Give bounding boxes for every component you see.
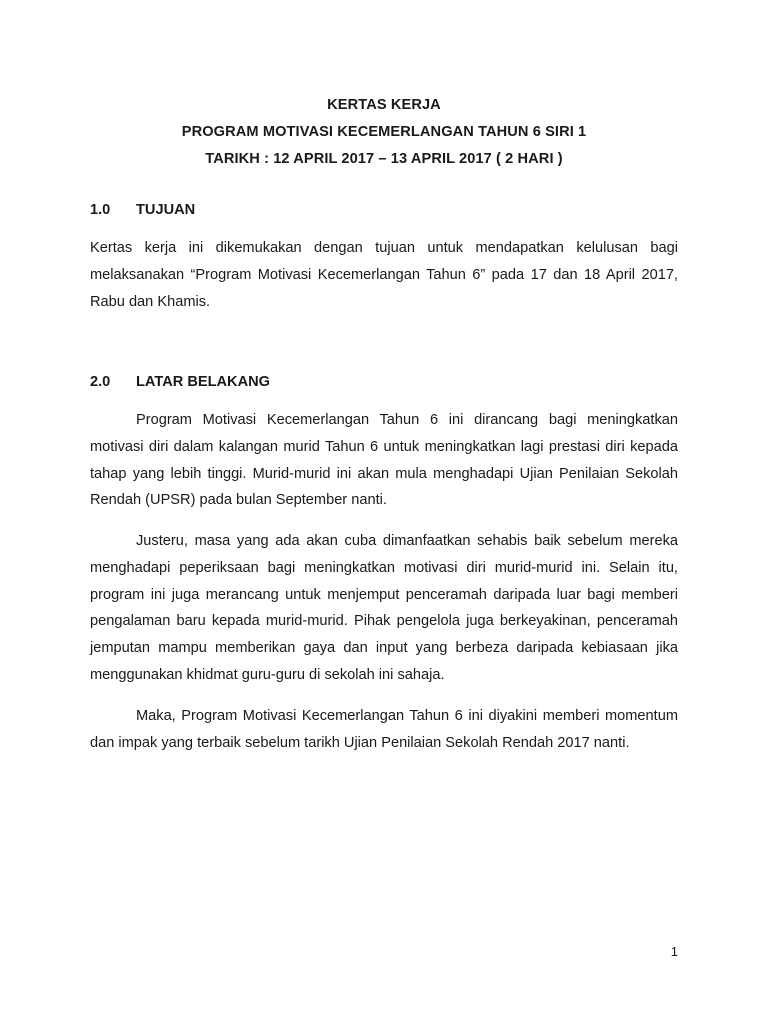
title-line-3: TARIKH : 12 APRIL 2017 – 13 APRIL 2017 ( 2 HARI ) [205, 151, 563, 167]
section-heading-tujuan [90, 200, 195, 220]
document-title [90, 92, 678, 173]
paragraph-latar-belakang-1: Program Motivasi Kecemerlangan Tahun 6 ini dirancang bagi meningkatkan motivasi diri dalam kalangan murid Tahun 6 untuk meningkatkan lagi prestasi diri kepada tahap yang lebih tinggi. Murid-murid ini akan mula menghadapi Ujian Penilaian Sekolah Rendah (UPSR) pada bulan September nanti. [90, 412, 678, 509]
paragraph-tujuan: Kertas kerja ini dikemukakan dengan tujuan untuk mendapatkan kelulusan bagi melaksanakan “Program Motivasi Kecemerlangan Tahun 6” pada 17 dan 18 April 2017, Rabu dan Khamis. [90, 240, 678, 310]
title-line-2: PROGRAM MOTIVASI KECEMERLANGAN TAHUN 6 SIRI 1 [181, 124, 587, 140]
section-title: LATAR BELAKANG [136, 374, 271, 390]
title-line-1: KERTAS KERJA [327, 97, 441, 113]
section-heading-latar-belakang [90, 372, 270, 392]
paragraph-latar-belakang-2: Justeru, masa yang ada akan cuba dimanfaatkan sehabis baik sebelum mereka menghadapi peperiksaan bagi meningkatkan motivasi diri murid-murid ini. Selain itu, program ini juga merancang untuk menjemput penceramah daripada luar bagi memberi pengalaman baru kepada murid-murid. Pihak pengelola juga berkeyakinan, penceramah jemputan mampu memberikan gaya dan input yang berbeza daripada kebiasaan jika menggunakan khidmat guru-guru di sekolah ini sahaja. [90, 533, 678, 683]
section-title: TUJUAN [136, 202, 196, 218]
section-number: 1.0 [90, 202, 111, 218]
section-number: 2.0 [90, 374, 111, 390]
page-number: 1 [670, 944, 678, 959]
paragraph-latar-belakang-3: Maka, Program Motivasi Kecemerlangan Tahun 6 ini diyakini memberi momentum dan impak yang terbaik sebelum tarikh Ujian Penilaian Sekolah Rendah 2017 nanti. [90, 708, 678, 751]
